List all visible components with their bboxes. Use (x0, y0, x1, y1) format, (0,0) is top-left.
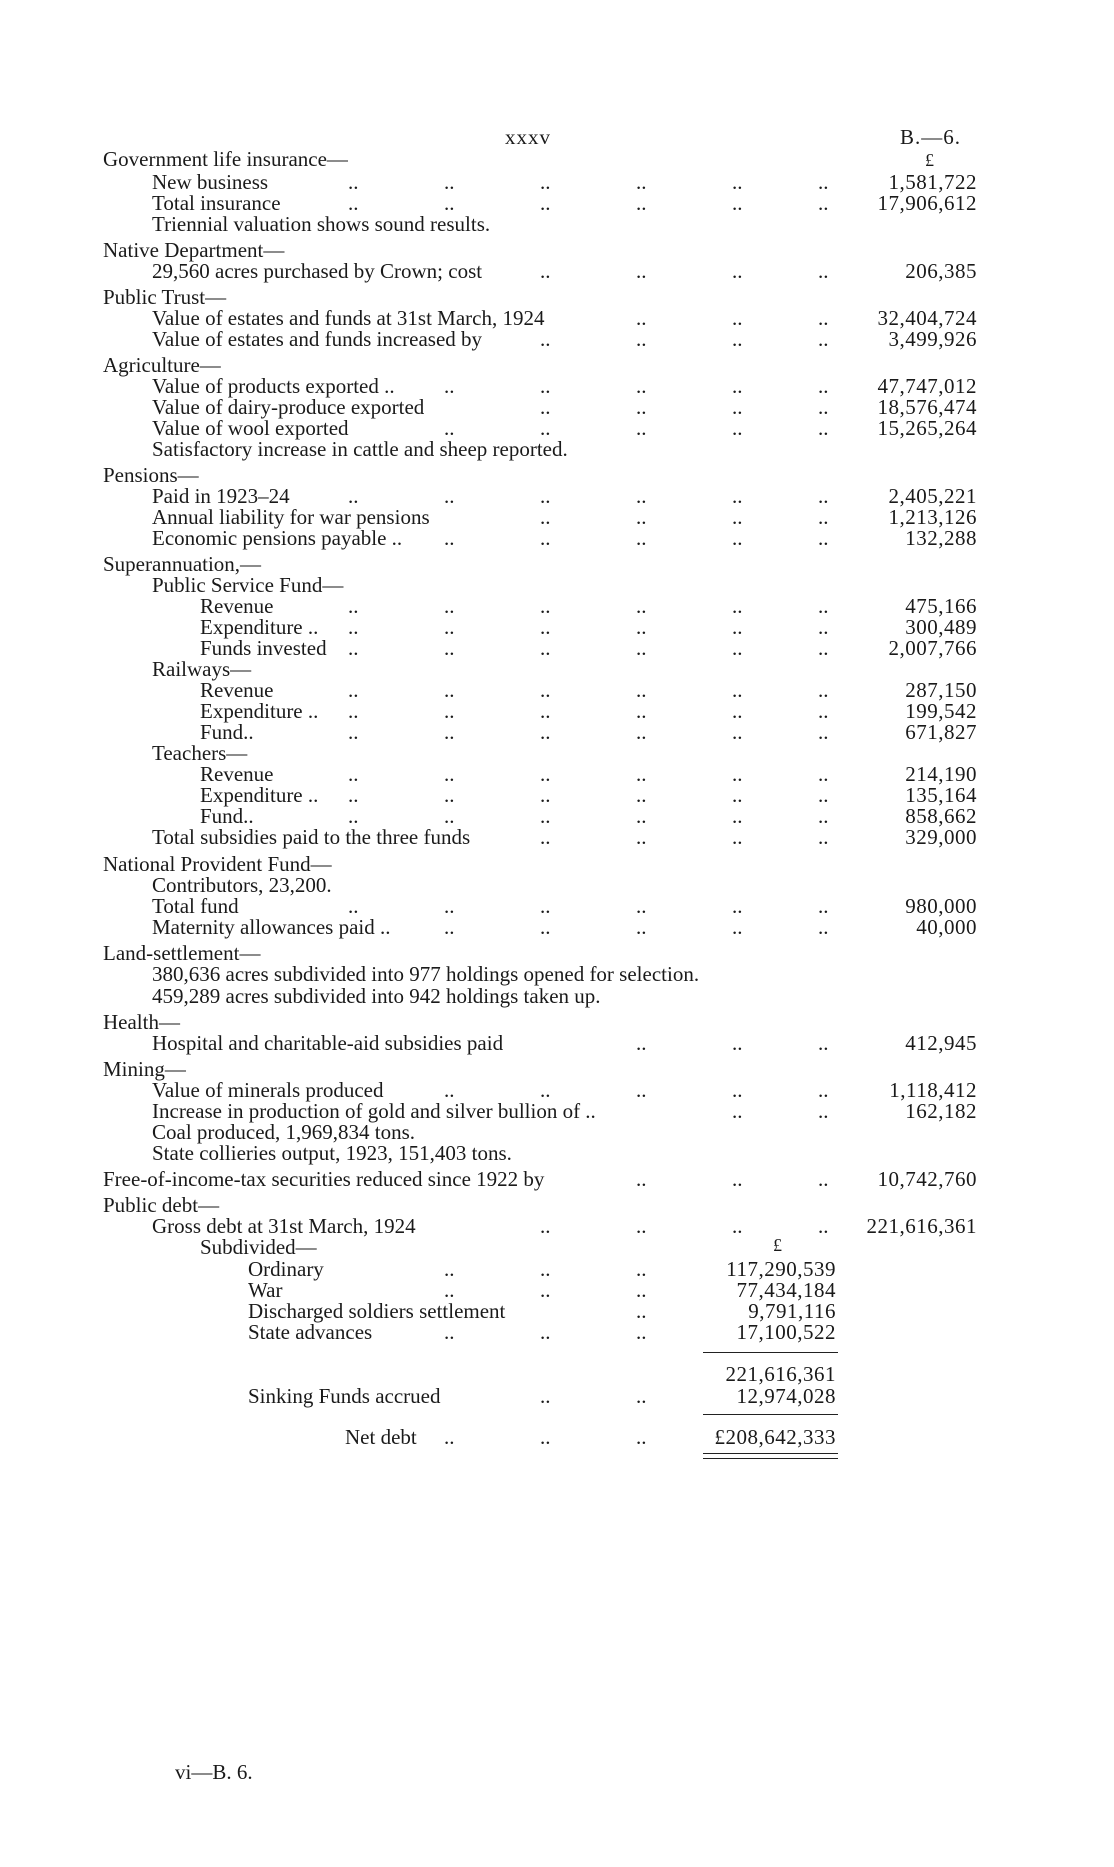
entry-label: Value of wool exported (152, 416, 349, 440)
entry-label: Value of minerals produced (152, 1078, 384, 1102)
leader-dots: .. .. .. .. (540, 505, 829, 529)
entry-value: 671,827 (905, 720, 977, 744)
debt-item-value: 17,100,522 (736, 1320, 836, 1344)
leader-dots: .. .. .. .. .. .. (348, 484, 829, 508)
leader-dots: .. .. .. .. .. .. (348, 615, 829, 639)
leader-dots: .. (636, 1299, 647, 1323)
leader-dots: .. .. .. (636, 1031, 829, 1055)
leader-dots: .. .. .. (444, 1425, 647, 1449)
leader-dots: .. .. .. (444, 1257, 647, 1281)
leader-dots: .. .. .. .. .. .. (348, 170, 829, 194)
entry-label: 380,636 acres subdivided into 977 holdings opened for selection. (152, 962, 700, 986)
entry-value: 18,576,474 (877, 395, 977, 419)
entry-label: Revenue (200, 594, 274, 618)
entry-label: Hospital and charitable-aid subsidies paid (152, 1031, 504, 1055)
entry-label: Government life insurance— (103, 147, 348, 171)
entry-label: Subdivided— (200, 1235, 317, 1259)
debt-item-row (0, 1320, 836, 1345)
entry-value: 162,182 (905, 1099, 977, 1123)
entry-label: Public debt— (103, 1193, 220, 1217)
entry-label: Value of dairy-produce exported (152, 395, 425, 419)
debt-item-value: 117,290,539 (726, 1257, 836, 1281)
leader-dots: .. .. .. .. .. (444, 374, 829, 398)
entry-value: 980,000 (905, 894, 977, 918)
entry-label: Contributors, 23,200. (152, 873, 332, 897)
entry-label: Discharged soldiers settlement (248, 1299, 506, 1323)
entry-value: 40,000 (916, 915, 977, 939)
entry-value: 2,405,221 (888, 484, 977, 508)
leader-dots: .. .. .. .. .. (444, 915, 829, 939)
entry-value: 287,150 (905, 678, 977, 702)
entry-label: Native Department— (103, 238, 285, 262)
page-number: xxxv (505, 125, 551, 149)
entry-label: Triennial valuation shows sound results. (152, 212, 491, 236)
entry-label: Paid in 1923–24 (152, 484, 290, 508)
leader-dots: .. .. .. .. .. .. (348, 191, 829, 215)
leader-dots: .. .. .. (636, 1167, 829, 1191)
entry-label: Ordinary (248, 1257, 324, 1281)
entry-label: Total subsidies paid to the three funds (152, 825, 471, 849)
entry-label: Free-of-income-tax securities reduced since 1922 by (103, 1167, 545, 1191)
entry-value: 214,190 (905, 762, 977, 786)
leader-dots: .. .. .. (636, 306, 829, 330)
leader-dots: .. .. .. .. .. .. (348, 720, 829, 744)
summary-row (0, 825, 977, 850)
entry-row (0, 1031, 977, 1056)
leader-dots: .. .. (540, 1384, 647, 1408)
net-debt-value: £208,642,333 (714, 1425, 836, 1449)
entry-row (0, 526, 977, 551)
entry-value: 1,213,126 (888, 505, 977, 529)
leader-dots: .. .. .. .. .. (444, 1078, 829, 1102)
entry-label: Teachers— (152, 741, 248, 765)
leader-dots: .. .. .. .. .. .. (348, 636, 829, 660)
debt-item-value: 77,434,184 (736, 1278, 836, 1302)
leader-dots: .. .. .. .. (540, 1214, 829, 1238)
subtotal-rule (703, 1352, 838, 1353)
entry-label: Revenue (200, 762, 274, 786)
entry-label: Funds invested (200, 636, 327, 660)
entry-label: Value of products exported .. (152, 374, 395, 398)
entry-label: National Provident Fund— (103, 852, 332, 876)
entry-label: Total fund (152, 894, 239, 918)
entry-label: Public Service Fund— (152, 573, 344, 597)
entry-value: 300,489 (905, 615, 977, 639)
entry-label: Value of estates and funds increased by (152, 327, 483, 351)
entry-label: Expenditure .. (200, 783, 319, 807)
entry-label: State collieries output, 1923, 151,403 tons. (152, 1141, 512, 1165)
entry-value: 10,742,760 (877, 1167, 977, 1191)
entry-value: 132,288 (905, 526, 977, 550)
document-reference: B.—6. (900, 125, 962, 149)
entry-label: Coal produced, 1,969,834 tons. (152, 1120, 416, 1144)
entry-row (0, 259, 977, 284)
entry-label: Expenditure .. (200, 699, 319, 723)
leader-dots: .. .. .. .. .. (444, 416, 829, 440)
entry-label: Gross debt at 31st March, 1924 (152, 1214, 416, 1238)
leader-dots: .. .. .. (444, 1320, 647, 1344)
entry-label: Total insurance (152, 191, 281, 215)
entry-value: 32,404,724 (877, 306, 977, 330)
net-debt-double-rule (703, 1453, 838, 1454)
entry-value: 135,164 (905, 783, 977, 807)
leader-dots: .. .. .. .. .. (444, 526, 829, 550)
entry-value: 15,265,264 (877, 416, 977, 440)
entry-label: Health— (103, 1010, 180, 1034)
entry-value: 3,499,926 (888, 327, 977, 351)
currency-symbol: £ (925, 150, 934, 170)
entry-label: Fund.. (200, 804, 254, 828)
entry-label: Railways— (152, 657, 252, 681)
entry-value: 17,906,612 (877, 191, 977, 215)
debt-subtotal-value: 221,616,361 (725, 1362, 836, 1386)
entry-value: 206,385 (905, 259, 977, 283)
net-debt-rule (703, 1414, 838, 1415)
leader-dots: .. .. .. .. (540, 327, 829, 351)
entry-label: Economic pensions payable .. (152, 526, 403, 550)
entry-value: 2,007,766 (888, 636, 977, 660)
entry-label: War (248, 1278, 283, 1302)
leader-dots: .. .. .. .. .. .. (348, 699, 829, 723)
entry-label: Fund.. (200, 720, 254, 744)
entry-value: 12,974,028 (736, 1384, 836, 1408)
leader-dots: .. .. .. .. .. .. (348, 678, 829, 702)
net-debt-double-rule (703, 1458, 838, 1459)
note-row (0, 1141, 977, 1166)
leader-dots: .. .. .. .. (540, 395, 829, 419)
summary-row (0, 1167, 977, 1192)
sinking-fund-row (0, 1384, 836, 1409)
entry-label: Mining— (103, 1057, 186, 1081)
leader-dots: .. .. (732, 1099, 829, 1123)
entry-value: 475,166 (905, 594, 977, 618)
leader-dots: .. .. .. .. .. .. (348, 762, 829, 786)
entry-label: Agriculture— (103, 353, 221, 377)
entry-value: 1,581,722 (888, 170, 977, 194)
entry-label: Expenditure .. (200, 615, 319, 639)
leader-dots: .. .. .. .. .. .. (348, 594, 829, 618)
entry-value: 329,000 (905, 825, 977, 849)
net-debt-row (0, 1425, 836, 1450)
entry-label: Value of estates and funds at 31st March, 1924 (152, 306, 545, 330)
entry-label: Pensions— (103, 463, 199, 487)
note-row (0, 437, 977, 462)
entry-label: Satisfactory increase in cattle and sheep reported. (152, 437, 568, 461)
entry-label: New business (152, 170, 269, 194)
debt-item-value: 9,791,116 (748, 1299, 836, 1323)
entry-row (0, 915, 977, 940)
entry-label: Superannuation,— (103, 552, 262, 576)
section-heading (0, 147, 977, 172)
entry-label: Land-settlement— (103, 941, 261, 965)
entry-label: Increase in production of gold and silver bullion of .. (152, 1099, 596, 1123)
note-row (0, 212, 977, 237)
footer-reference: vi—B. 6. (175, 1760, 253, 1784)
entry-label: Revenue (200, 678, 274, 702)
entry-value: 858,662 (905, 804, 977, 828)
leader-dots: .. .. .. .. .. .. (348, 783, 829, 807)
entry-label: Annual liability for war pensions (152, 505, 430, 529)
entry-label: 29,560 acres purchased by Crown; cost (152, 259, 483, 283)
currency-symbol-debt: £ (773, 1235, 782, 1255)
leader-dots: .. .. .. .. (540, 259, 829, 283)
entry-label: State advances (248, 1320, 373, 1344)
leader-dots: .. .. .. .. (540, 825, 829, 849)
entry-value: 412,945 (905, 1031, 977, 1055)
leader-dots: .. .. .. .. .. .. (348, 804, 829, 828)
entry-value: 221,616,361 (866, 1214, 977, 1238)
note-row (0, 984, 977, 1009)
entry-value: 1,118,412 (889, 1078, 977, 1102)
entry-value: 47,747,012 (877, 374, 977, 398)
leader-dots: .. .. .. (444, 1278, 647, 1302)
entry-label: 459,289 acres subdivided into 942 holdings taken up. (152, 984, 601, 1008)
entry-value: 199,542 (905, 699, 977, 723)
entry-label: Maternity allowances paid .. (152, 915, 391, 939)
entry-row (0, 327, 977, 352)
entry-label: Sinking Funds accrued (248, 1384, 441, 1408)
leader-dots: .. .. .. .. .. .. (348, 894, 829, 918)
entry-label: Net debt (345, 1425, 417, 1449)
entry-label: Public Trust— (103, 285, 227, 309)
